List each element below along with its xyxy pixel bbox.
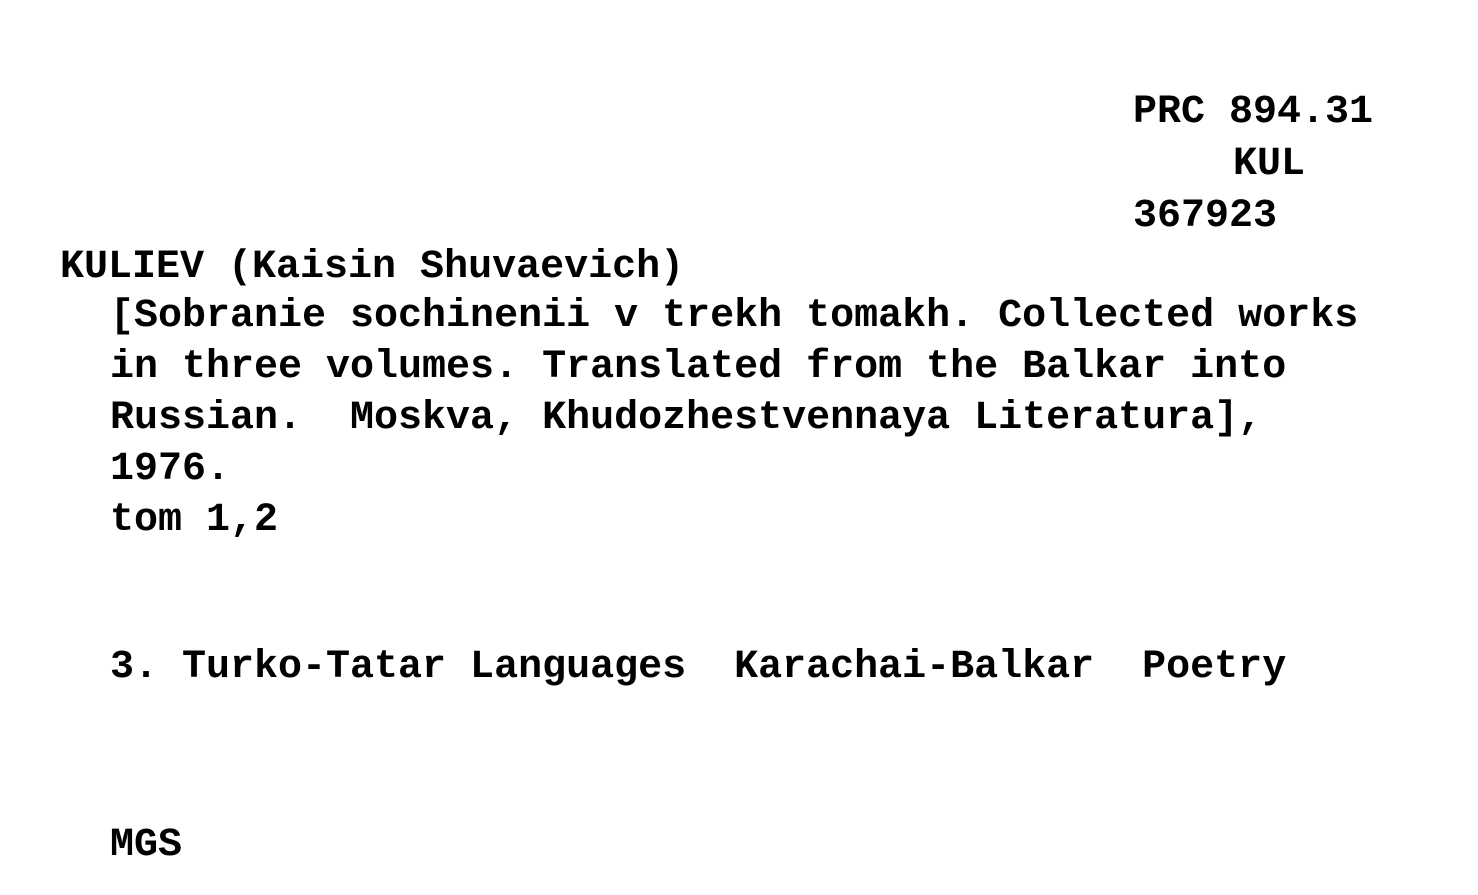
author-heading: KULIEV (Kaisin Shuvaevich) — [60, 245, 685, 290]
subject-heading: 3. Turko-Tatar Languages Karachai-Balkar Poetry — [110, 645, 1287, 690]
cataloger-initials: MGS — [110, 823, 183, 868]
call-number-line-3: 367923 — [1133, 194, 1278, 239]
title-line-4: 1976. — [110, 447, 231, 492]
title-line-1: [Sobranie sochinenii v trekh tomakh. Collected works — [110, 294, 1359, 339]
title-line-2: in three volumes. Translated from the Balkar into — [110, 345, 1287, 390]
call-number-line-2: KUL — [1233, 142, 1306, 187]
call-number-line-1: PRC 894.31 — [1133, 90, 1374, 135]
volumes-note: tom 1,2 — [110, 498, 279, 543]
title-line-3: Russian. Moskva, Khudozhestvennaya Literatura], — [110, 396, 1263, 441]
